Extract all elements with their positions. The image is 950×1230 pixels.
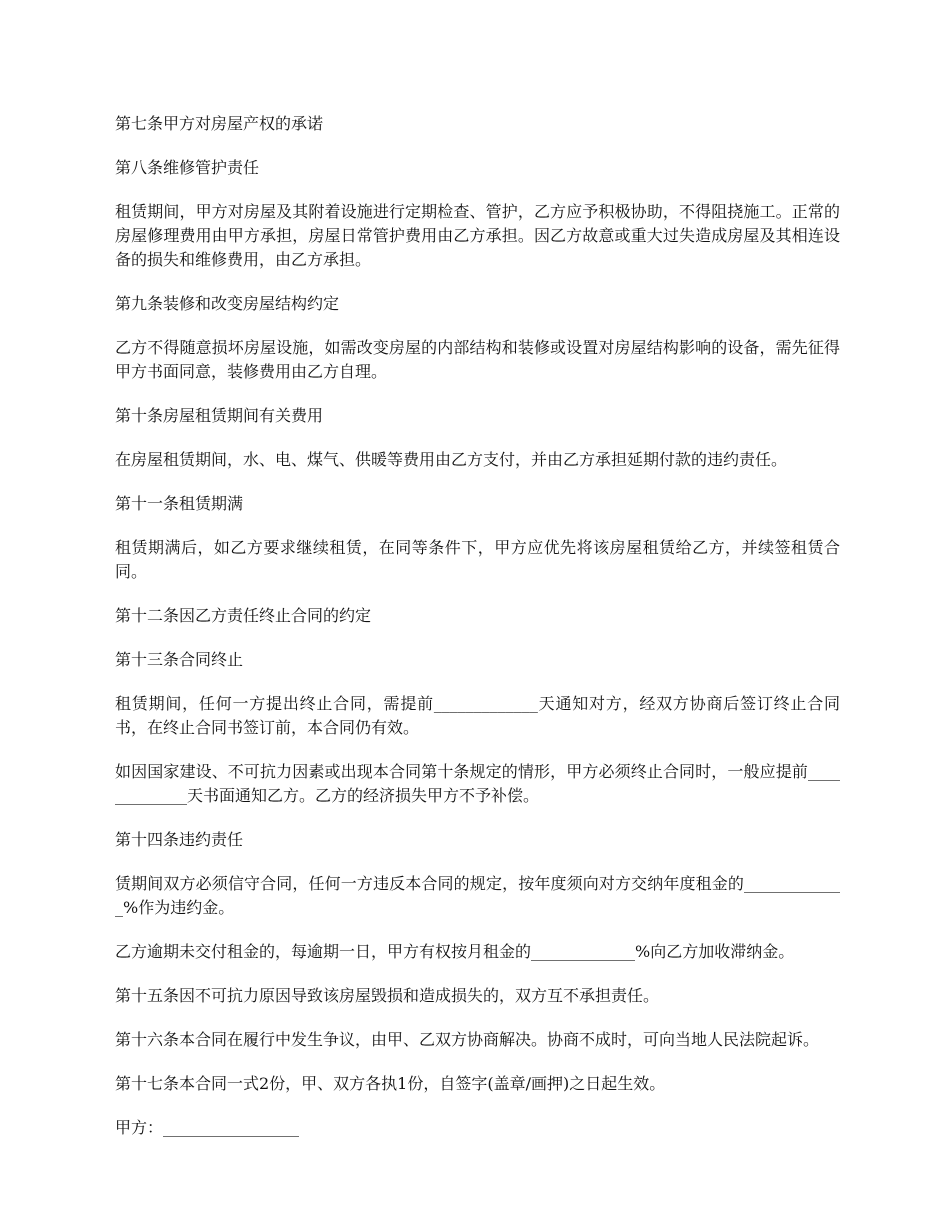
article-14-heading: 第十四条违约责任 <box>115 830 244 849</box>
article-8-heading: 第八条维修管护责任 <box>115 158 260 177</box>
article-13-body-2: 如因国家建设、不可抗力因素或出现本合同第十条规定的情形，甲方必须终止合同时，一般应提前_____________天书面通知乙方。乙方的经济损失甲方不予补偿。 <box>115 762 840 805</box>
article-9-heading: 第九条装修和改变房屋结构约定 <box>115 294 340 313</box>
article-8-body: 租赁期间，甲方对房屋及其附着设施进行定期检查、管护，乙方应予积极协助，不得阻挠施工。正常的房屋修理费用由甲方承担，房屋日常管护费用由乙方承担。因乙方故意或重大过失造成房屋及其相连设备的损失和维修费用，由乙方承担。 <box>115 202 840 269</box>
article-10-body: 在房屋租赁期间，水、电、煤气、供暖等费用由乙方支付，并由乙方承担延期付款的违约责任。 <box>115 450 788 469</box>
article-11-body: 租赁期满后，如乙方要求继续租赁，在同等条件下，甲方应优先将该房屋租赁给乙方，并续签租赁合同。 <box>115 538 840 581</box>
article-10-heading: 第十条房屋租赁期间有关费用 <box>115 406 324 425</box>
article-13-body-1: 租赁期间，任何一方提出终止合同，需提前_____________天通知对方，经双方协商后签订终止合同书，在终止合同书签订前，本合同仍有效。 <box>115 694 840 737</box>
article-9-body: 乙方不得随意损坏房屋设施，如需改变房屋的内部结构和装修或设置对房屋结构影响的设备，需先征得甲方书面同意，装修费用由乙方自理。 <box>115 338 840 381</box>
article-16: 第十六条本合同在履行中发生争议，由甲、乙双方协商解决。协商不成时，可向当地人民法院起诉。 <box>115 1030 820 1049</box>
document-page <box>115 112 840 1160</box>
article-14-body-2: 乙方逾期未交付租金的，每逾期一日，甲方有权按月租金的_____________%向乙方加收滞纳金。 <box>115 942 795 961</box>
article-17: 第十七条本合同一式2份，甲、双方各执1份，自签字(盖章/画押)之日起生效。 <box>115 1074 666 1093</box>
article-7-heading: 第七条甲方对房屋产权的承诺 <box>115 114 324 133</box>
article-11-heading: 第十一条租赁期满 <box>115 494 244 513</box>
article-12-heading: 第十二条因乙方责任终止合同的约定 <box>115 606 372 625</box>
party-a-signature-line: 甲方：_________________ <box>115 1118 300 1137</box>
article-15: 第十五条因不可抗力原因导致该房屋毁损和造成损失的，双方互不承担责任。 <box>115 986 660 1005</box>
article-13-heading: 第十三条合同终止 <box>115 650 244 669</box>
article-14-body-1: 赁期间双方必须信守合同，任何一方违反本合同的规定，按年度须向对方交纳年度租金的_____________%作为违约金。 <box>115 874 840 917</box>
